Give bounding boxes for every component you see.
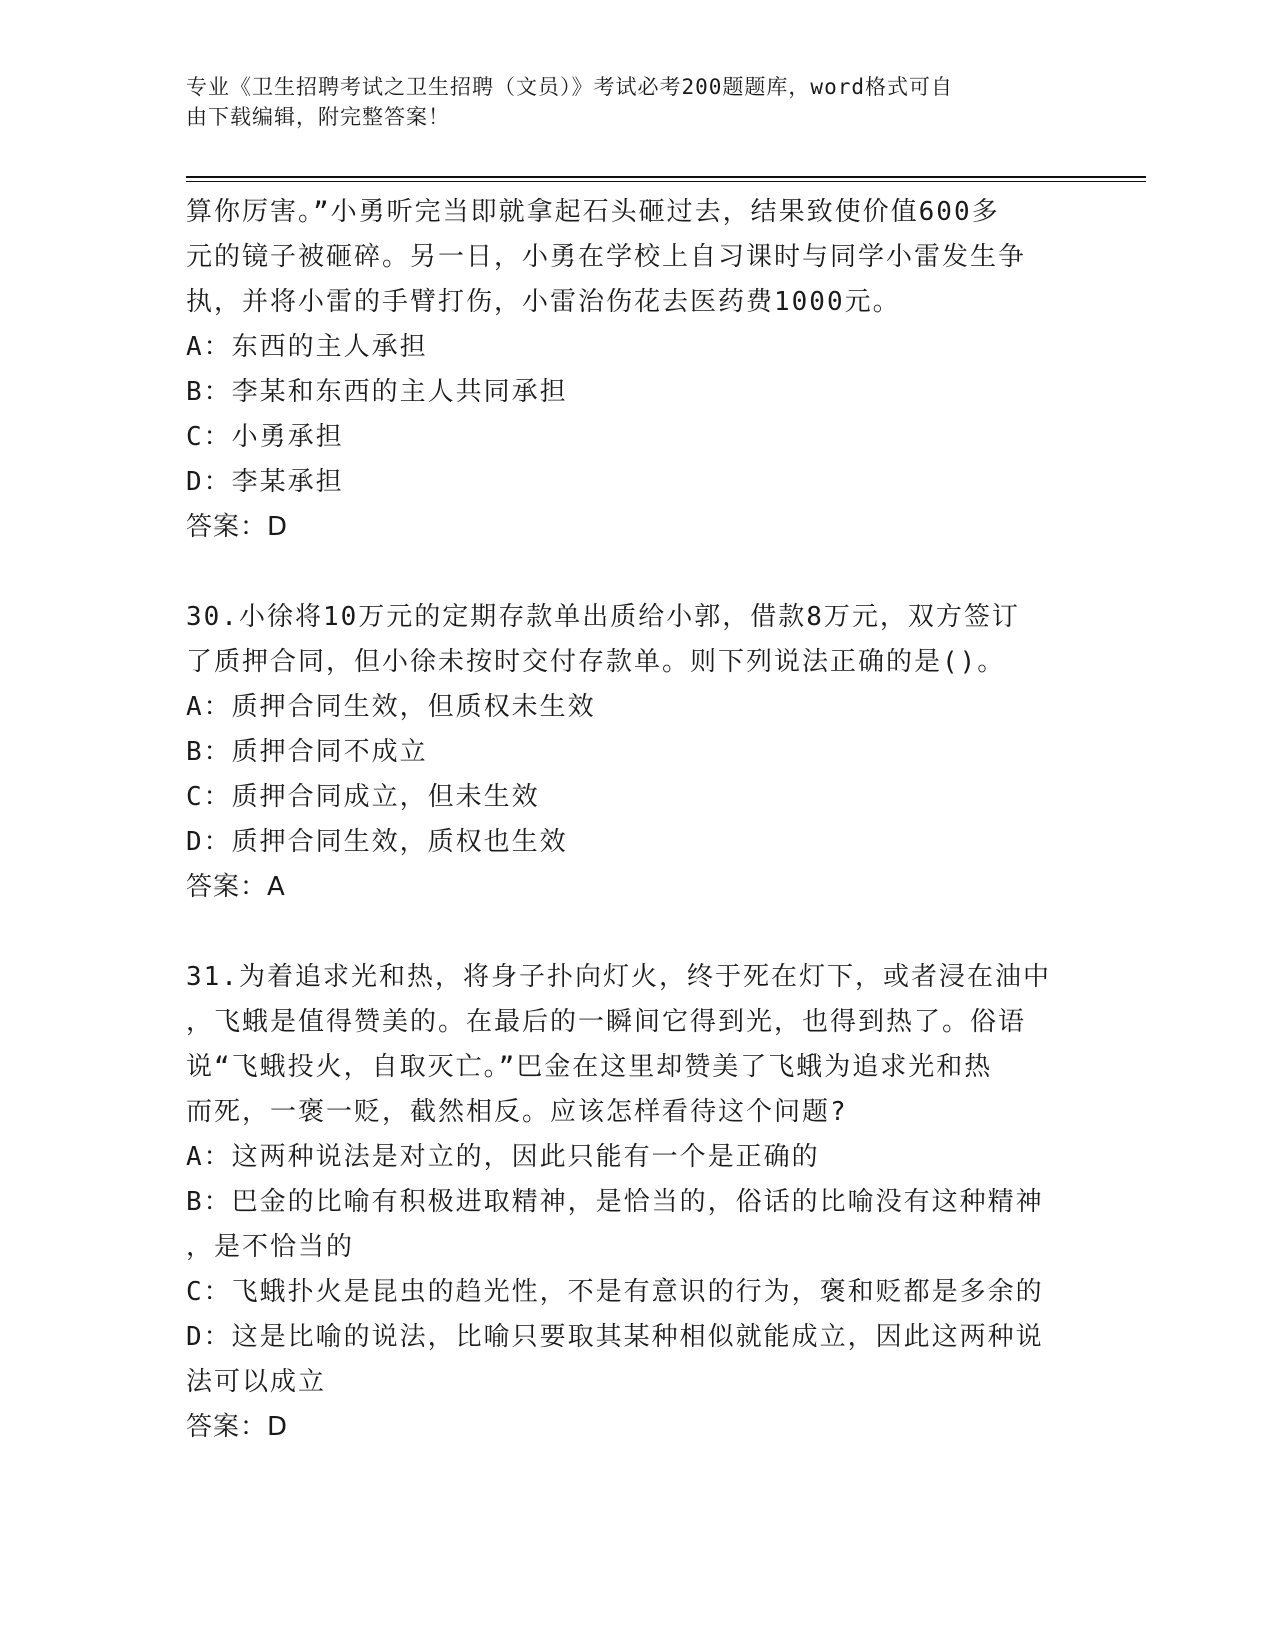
option-a: A：东西的主人承担 xyxy=(186,332,428,362)
option-c: C：小勇承担 xyxy=(186,422,344,452)
question-text-line: ，飞蛾是值得赞美的。在最后的一瞬间它得到光，也得到热了。俗语 xyxy=(186,1007,1027,1037)
header-divider-thin xyxy=(186,181,1146,182)
question-spacer xyxy=(186,550,1086,595)
question-text-line: 而死，一褒一贬，截然相反。应该怎样看待这个问题? xyxy=(186,1097,848,1127)
question-31-block xyxy=(186,955,1086,1450)
option-b-continued: ，是不恰当的 xyxy=(186,1232,355,1262)
header-line-1: 专业《卫生招聘考试之卫生招聘（文员）》考试必考200题题库，word格式可自 xyxy=(186,75,953,99)
header-line-2: 由下载编辑，附完整答案！ xyxy=(186,105,450,129)
question-text-line: 30.小徐将10万元的定期存款单出质给小郭，借款8万元，双方签订 xyxy=(186,602,1020,632)
question-29-block xyxy=(186,190,1086,550)
question-spacer xyxy=(186,910,1086,955)
option-c: C：飞蛾扑火是昆虫的趋光性，不是有意识的行为，褒和贬都是多余的 xyxy=(186,1277,1044,1307)
option-a: A：这两种说法是对立的，因此只能有一个是正确的 xyxy=(186,1142,820,1172)
question-text-line: 算你厉害。”小勇听完当即就拿起石头砸过去，结果致使价值600多 xyxy=(186,197,1000,227)
header-divider-thick xyxy=(186,176,1146,178)
option-d-continued: 法可以成立 xyxy=(186,1367,327,1397)
question-text-line: 说“飞蛾投火，自取灭亡。”巴金在这里却赞美了飞蛾为追求光和热 xyxy=(186,1052,993,1082)
answer-label: 答案：D xyxy=(186,512,289,542)
option-b: B：李某和东西的主人共同承担 xyxy=(186,377,568,407)
option-c: C：质押合同成立，但未生效 xyxy=(186,782,540,812)
option-d: D：这是比喻的说法，比喻只要取其某种相似就能成立，因此这两种说 xyxy=(186,1322,1044,1352)
document-header xyxy=(186,72,1056,132)
question-text-line: 31.为着追求光和热，将身子扑向灯火，终于死在灯下，或者浸在油中 xyxy=(186,962,1051,992)
option-a: A：质押合同生效，但质权未生效 xyxy=(186,692,596,722)
question-30-block xyxy=(186,595,1086,910)
option-b: B：巴金的比喻有积极进取精神，是恰当的，俗话的比喻没有这种精神 xyxy=(186,1187,1044,1217)
option-b: B：质押合同不成立 xyxy=(186,737,428,767)
answer-label: 答案：D xyxy=(186,1412,289,1442)
question-content xyxy=(186,190,1086,1450)
answer-label: 答案：A xyxy=(186,872,286,902)
question-text-line: 了质押合同，但小徐未按时交付存款单。则下列说法正确的是()。 xyxy=(186,647,1006,677)
question-text-line: 执，并将小雷的手臂打伤，小雷治伤花去医药费1000元。 xyxy=(186,287,901,317)
option-d: D：李某承担 xyxy=(186,467,344,497)
option-d: D：质押合同生效，质权也生效 xyxy=(186,827,568,857)
question-text-line: 元的镜子被砸碎。另一日，小勇在学校上自习课时与同学小雷发生争 xyxy=(186,242,1027,272)
